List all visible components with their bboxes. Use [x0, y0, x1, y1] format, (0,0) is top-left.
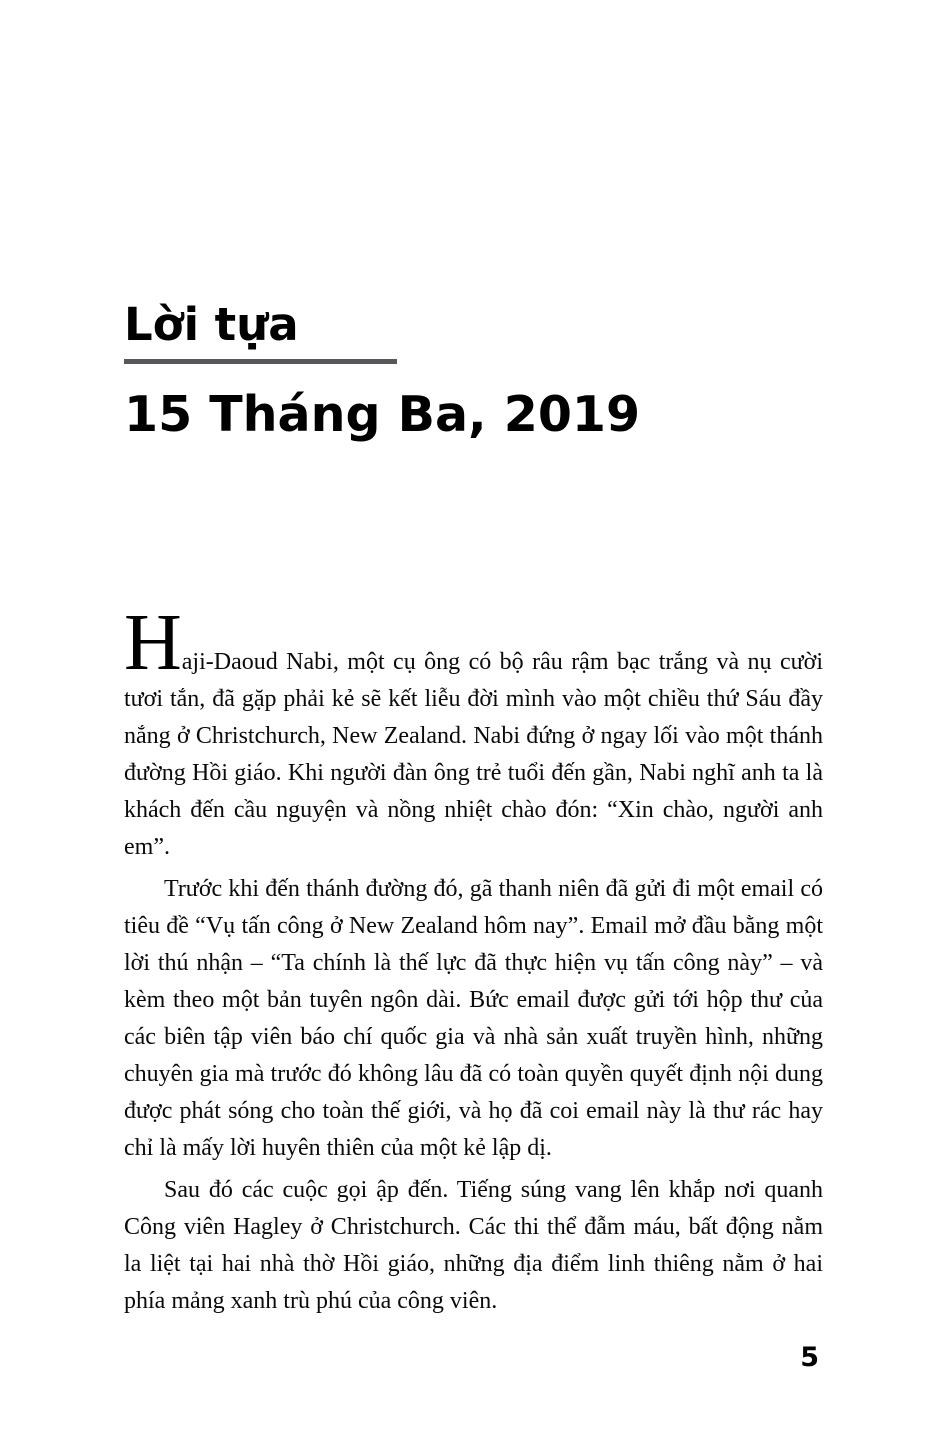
title-underline-rule — [124, 359, 397, 364]
raised-initial-cap: H — [124, 599, 182, 687]
page-number: 5 — [800, 1342, 819, 1373]
paragraph-1-text: aji-Daoud Nabi, một cụ ông có bộ râu rậm bạc trắng và nụ cười tươi tắn, đã gặp phải kẻ sẽ kết liễu đời mình vào một chiều thứ Sáu đầy nắng ở Christchurch, New Zealand. Nabi đứng ở ngay lối vào một thánh đường Hồi giáo. Khi người đàn ông trẻ tuổi đến gần, Nabi nghĩ anh ta là khách đến cầu nguyện và nồng nhiệt chào đón: “Xin chào, người anh em”. — [124, 649, 823, 860]
date-heading: 15 Tháng Ba, 2019 — [124, 386, 641, 443]
paragraph-2: Trước khi đến thánh đường đó, gã thanh niên đã gửi đi một email có tiêu đề “Vụ tấn công ở New Zealand hôm nay”. Email mở đầu bằng một lời thú nhận – “Ta chính là thế lực đã thực hiện vụ tấn công này” – và kèm theo một bản tuyên ngôn dài. Bức email được gửi tới hộp thư của các biên tập viên báo chí quốc gia và nhà sản xuất truyền hình, những chuyên gia mà trước đó không lâu đã có toàn quyền quyết định nội dung được phát sóng cho toàn thế giới, và họ đã coi email này là thư rác hay chỉ là mấy lời huyên thiên của một kẻ lập dị. — [124, 876, 823, 1161]
body-text — [124, 599, 823, 1320]
paragraph-3: Sau đó các cuộc gọi ập đến. Tiếng súng vang lên khắp nơi quanh Công viên Hagley ở Christchurch. Các thi thể đẫm máu, bất động nằm la liệt tại hai nhà thờ Hồi giáo, những địa điểm linh thiêng nằm ở hai phía mảng xanh trù phú của công viên. — [124, 1177, 823, 1314]
paragraph-1 — [124, 599, 823, 866]
chapter-title: Lời tựa — [124, 298, 299, 351]
